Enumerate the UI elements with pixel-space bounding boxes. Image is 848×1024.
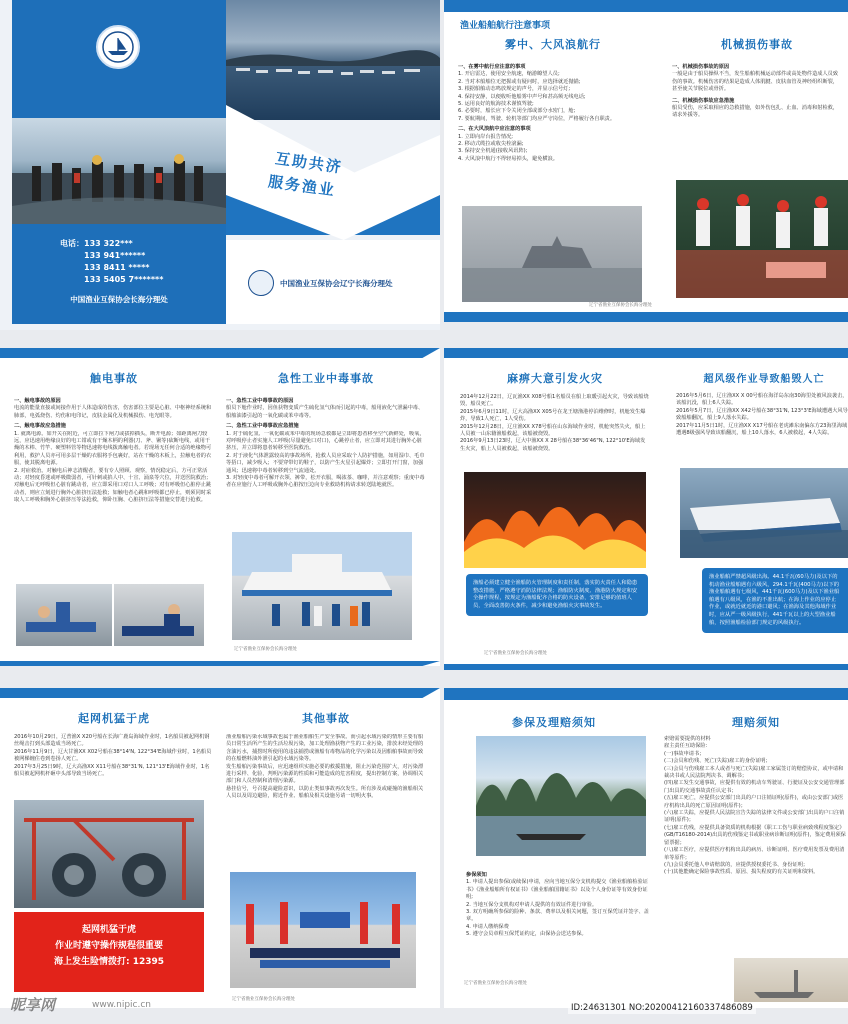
panel-navigation-machinery [444,0,848,322]
bottom-band [444,664,848,670]
poison-subhead-2: 二、急性工业中毒事故应急措施 [226,423,299,430]
machinery-subhead-2: 二、机械损伤事故应急措施 [672,97,735,104]
fire-cases-text: 2014年12月22日，辽瓦渔XX X08号船1名船员在船上取暖引起火灾，导致该船烧毁，船员死亡。 2015年6月9日11时，辽大高渔XX X05号在龙王塘渔港停泊维修时，机舱发生爆炸，导致1人死亡，1人受伤。 2015年12月28日，辽庄渔XX X78号船在山东海域作业时，机舱突然失火，船上人员被一山东籍渔船救起，该船被烧毁。 2016年9月13日23时，辽大中渔XX X 28号船在38°36'46"N, 122°10'E海域发生火灾，船上人员被救起，该船被烧毁。 [460,394,649,452]
panel-header: 渔业船舶航行注意事项 [460,21,551,31]
wave-item: 4. 大风浪中航行不得轻易掉头，避免横浪。 [458,155,558,162]
top-band [0,348,440,358]
claims-head: 索赔需要提供的材料 [664,736,711,742]
electric-section [14,370,214,611]
foggy-ship-photo [462,206,642,302]
fire-title: 麻痹大意引发火灾 [507,372,603,385]
bottom-band [444,312,848,322]
wave-item: 2. 移动式缆拉或收尖栓滚漏; [458,141,524,148]
watermark-logo-text: 昵享网 [10,996,56,1014]
drill-photo [232,532,412,640]
phone-number-3: 133 8411 ***** [84,263,150,272]
karst-landscape-photo [476,736,646,856]
winch-photo [14,800,204,908]
slogan-line-2: 服务渔业 [267,172,337,200]
wave-item: 1. 立即向岸台报告情况; [458,133,514,140]
fishermen-photo [12,118,226,224]
electric-subhead-1: 一、触电事故的原因 [14,398,61,404]
fog-item: 7. 要航期间，驾驶、轮机等部门均应严守岗位，严格履行各自职责。 [458,115,616,122]
electric-cause-text: 电流的能量直接或间接作用于人体造成的伤害，伤害部位主要是心脏、中枢神经系统和肺部，电弧烧伤、灼伤和电印记，皮肤金属化及机械损伤、电光眼等。 [14,405,212,419]
cpr-photo-2 [114,584,204,646]
phone-number-1: 133 322*** [84,239,133,248]
watermark-url: www.nipic.cn [92,1000,151,1010]
winch-banner [14,912,204,992]
fog-item: 2. 当对本船舶位无把握或有疑问时，应选择就近抛锚; [458,78,581,85]
cover-left-column [12,0,226,324]
rescue-training-photo [676,180,848,298]
panel-footer: 辽宁省渔业互保协会长海分理处 [484,651,547,656]
claims-section [664,714,848,877]
machinery-section [672,36,842,120]
poison-title: 急性工业中毒事故 [278,372,374,385]
insurance-section [466,872,652,939]
poison-measures-text: 1. 对于硫化氢、一氧化碳或苯中毒的现场急救都是立即将患者移至空气新鲜处，吸氧，对呼吸停止者实施人工呼吸(尽量避免口对口)，心跳停止者，应立即对其进行胸外心脏挤压，并立即将患者转移至医院救治。 2. 对于液化气体泄露较高的事故场所，抢救人员应采取个人防护措施，如用湿巾、毛巾等捂口，减少吸入；不要穿带钉的鞋子，以防产生火星引起爆炸；立即打开门窗，加强通风；迅速将中毒者转移到空气流通处。 3. 对轻度中毒者可解开衣领、裤带，松开衣服，喝浓茶、咖啡，并注意观察；重度中毒者在应施行人工呼吸或胸外心脏按压边向专业救助机构请求转送陆地就医。 [226,430,425,489]
insurance-items [466,879,652,938]
claims-item: 雇主责任互助保险： [664,743,711,750]
claims-items [664,743,848,876]
insurance-head: 参保须知 [466,872,487,878]
machinery-title: 机械损伤事故 [721,38,793,51]
panel-electric-poison [0,348,440,666]
panel-footer: 辽宁省渔业互保协会长海分理处 [589,303,652,308]
cover-panel [0,0,440,330]
panel-insurance-claims [444,688,848,1008]
panel-footer: 辽宁省渔业互保协会长海分理处 [234,647,297,652]
winch-banner-line-1: 起网机猛于虎 [81,925,136,935]
cover-bottom-area [226,240,440,324]
machinery-subhead-1: 一、机械损伤事故的原因 [672,64,730,70]
other-section [226,710,426,886]
insurance-item: 3. 双方明确所参保的险种、条款、费率以及相关问题，签订互保凭证并签字、盖章。 [466,909,649,923]
winch-banner-line-2: 作业时遵守操作规程很重要 [54,941,163,951]
ceremony-photo [230,872,416,988]
cover-org-full: 中国渔业互保协会辽宁长海分理处 [280,279,393,288]
winch-title: 起网机猛于虎 [78,712,150,725]
insurance-item: 5. 遵守会员章程互保凭证约定，由保协会送达参保。 [466,931,587,938]
poison-cause-text: 船员下舱作业时，因鱼获物变质产生硫化氢气体而引起的中毒，船用液化气泄漏中毒、船舶油漆引起的一氧化碳或苯中毒等。 [226,405,424,419]
electric-measures-text: 1. 就离电源。如开关在附近，可立即拉下闸刀或拔掉插头，断开电源；如距离闸刀较远，应迅速用绝缘良好的电工钳或有干燥木柄的利器(刀、斧、锹等)砍断电线，或用干燥的木棒、竹竿、硬塑料管等物迅速将电线拨离触电者。若现场无任何合适的绝缘物可利用，救护人员亦可用多层干燥的衣服将手包裹好，站在干燥的木板上，拉触电者的衣服，使其脱离电源。 2. 对症救治。对触电后神志清醒者，要有专人照顾、观察，情况稳定后，方可正常活动；对轻度昏迷或呼吸微弱者，可针刺或掐人中、十宣、涌泉等穴位，并送医院救治；对触电后无呼吸但心脏有跳动者，应立即采用口对口人工呼吸；对有呼吸但心脏停止跳动者，则应立刻进行胸外心脏挤压法抢救；如触电者心跳和呼吸都已停止，则须同时采取人工呼吸和胸外心脏挤压等法抢救，仰卧压胸、心脏挤压法等措施交替进行抢救。 [14,430,212,504]
poison-section [226,370,426,549]
storm-callout: 渔业船舶严禁超风级出海。44.1千瓦(60马力)及以下的机动渔业船舶遇有六级风，294.1千瓦(400马力)以下的渔业船舶遇有七级风，441千瓦(600马力)及以下渔业船舶遇有八级风，在渔的不准出航；在海上作业的应停止作业，或就近就近的港口避风；在渔海及其他海域作业时，应从严一级风级执行，441千瓦以上的大型渔业船舶，按照渔船检验部门规定的风级执行。 [702,568,848,633]
cpr-photo-1 [16,584,112,646]
fog-items-1 [458,71,648,123]
claims-item: (八)雇工医疗，应提供医疗机构出具的病历、诊断证明、医疗费用发票及费用清单等原件； [664,847,845,861]
panel-winch-other [0,688,440,1008]
storm-cases-text: 2016年5月6日，辽庄渔XX X 00号船在海洋岛东南30海里处被风浪袭击，该船沉没，船上6人失踪。 2016年5月7日，辽庄渔XX X42号船在38°31'N, 123°3'E海域遭遇大风导致船舶翻沉，船上9人落水失踪。 2017年11月5日1时，辽庄渔XX X17号船在老虎滩东南偏东方23海里海域遭遇8级强风导致该船翻沉，船上10人落水，6人被救起，4人失踪。 [676,393,848,437]
capsized-ship-photo [680,468,848,558]
slogan-line-1: 互助共济 [274,149,344,177]
claims-item: (七)雇工伤残，应提供具备资质的机构根据《职工工伤与职业病致残程度鉴定》(GB/T16180-2014)出具的伤残鉴定书或职业病诊断证明(原件)，鉴定费用须保留票据； [664,824,846,846]
fisherman-silhouette-photo [734,958,848,1002]
bottom-band [0,661,440,666]
fog-item: 4. 保持安静，以便收听他船雾中声号和甚高频无线电话; [458,93,586,100]
association-logo [96,25,140,69]
claims-item: (五)雇工死亡，应提供公安部门出具的户口注销证明(原件)，或由公安部门或医疗机构出具的死亡原因证明(原件)； [664,795,844,809]
phone-block [60,238,163,286]
winch-cases-text: 2016年10月29日，辽普渔X X20号船在长海广鹿岛海域作业时，1名船员被起网机钢丝绳击打到头部造成当场死亡。 2016年11月9日，辽大甘渔XX X02号船在38°14'N, 122°34'E海域作业时，1名船员被网梯缠住卷到卷扬人死亡。 2017年3月25日9时，辽大高渔XX X11号船在38°31'N, 121°13'E海域作业时，1名船员被起网机杆砸中头部导致当场死亡。 [14,734,212,778]
insurance-title: 参保及理赔须知 [512,716,596,729]
fog-items-2 [458,134,648,164]
claims-item: (二)会员和伤残、死亡(失踪)雇工的身份证明； [664,758,771,765]
machinery-cause-text: 一般是由于船员操纵不当，发生船舶机械运动部件或高处物件造成人员致伤的事故。机械伤害的结果是造成人体肌腱、皮肤血管及神经组织断裂，甚至使关节脱位或骨折。 [672,71,839,93]
watermark-id: ID:24631301 NO:20200412160337486089 [568,1002,756,1014]
insurance-item: 1. 申请人提出参保(或续保)申请，应向当地互保分支机构提交《渔业船舶检验证书》《渔业船舶所有权证书》《渔业船舶国籍证书》以及个人身份证等有效身份证明; [466,879,648,901]
panel-footer: 辽宁省渔业互保协会长海分理处 [232,997,295,1002]
harbor-photo [226,0,440,120]
cover-org-name: 中国渔业互保协会长海分理处 [70,295,168,304]
watermark-logo [10,994,55,1015]
fire-section [460,370,650,453]
storm-title: 超风级作业导致船毁人亡 [703,374,825,385]
poison-subhead-1: 一、急性工业中毒事故的原因 [226,398,294,404]
claims-title: 理赔须知 [732,716,780,729]
insurance-item: 2. 当地互保分支机构对申请人提供的有效证件进行审验。 [466,901,598,908]
electric-title: 触电事故 [90,372,138,385]
other-title: 其他事故 [302,712,350,725]
fog-item: 5. 运用良好的航海技术谨慎驾驶; [458,101,534,108]
wave-item: 3. 保持安全机通(接收风讯阵); [458,148,528,155]
association-logo-small [248,270,274,296]
claims-item: (一)事故申请书； [664,750,705,757]
claims-item: (四)雇工发生交通事故，应提供有效的机动车驾驶证、行驶证及公安交通管理部门出具的交通事故责任认定书； [664,780,845,794]
fire-photo [464,472,646,568]
claims-item: (三)会员与伤残雇工本人或者与死亡(失踪)雇工家属签订的赔偿协议，或申请和裁决书或人民法院判决书、调解书； [664,765,844,780]
fog-title: 雾中、大风浪航行 [505,38,601,51]
top-band [444,348,848,358]
fog-subhead-1: 一、在雾中航行应注意的事项 [458,64,526,70]
other-text: 渔业船舶污染水域事故也属于渔业船舶生产安全事故。而引起水域污染的情形主要有船员日常生活所产生的生活垃圾污染，加工处理渔获物产生的工业污染，排放未经处理的含油污水，捕捞时所使用的违法捕捞或渔船有毒物品的化学污染以及因船舶事故而导致的在船燃料油外泄引起的水域污染等。 发生船舶污染事故后，应迅速组织实施必要的救援措施，阻止污染范围扩大，对污染漂进行采样、化验，判明污染源的性质和可能造成的危害程度，提出控制方案，协调相关部门和人员控制和清理污染源。 悬挂信号，号召提高避险意识，以防止类似事故再次发生。所有涉及或碰撞的渔船相关人员以及周边避险，附近作业、船舶及相关设施另请一切明火事。 [226,734,424,800]
fog-item: 6. 必要时，船长应下令关闭全部或部分水密门，舱; [458,108,576,115]
fog-subhead-2: 二、在大风浪航中应注意的事项 [458,126,531,133]
phone-label: 电话： [60,239,84,248]
machinery-measures-text: 船员受伤，应采取相应的急救措施，如外伤包扎、止血、消毒和射检救，请求外援等。 [672,105,839,119]
phone-number-4: 133 5405 7******* [84,275,164,284]
top-band [444,0,848,12]
storm-section [676,370,848,437]
winch-banner-line-3: 海上发生险情拨打: 12395 [53,957,165,967]
claims-item: (九)会员委托他人申请赔款的，应提供授权委托书、身份证明； [664,861,809,868]
fire-callout: 渔船必须建立健全渔船防火管理制度和责任制，落实防火责任人和隐患整改措施，严格遵守消防法律法规；渔船防火制度、渔港防火规定和安全操作规程，按规定为渔船配齐合格的防火设备，安排足够的值班人员，全面改善防火条件，减少和避免渔船火灾事故发生。 [466,574,648,616]
claims-item: (十)其他能确定保险事故性质、原因、损失程度的有关证明和资料。 [664,869,819,876]
claims-item: (六)雇工失踪，应提供人民法院宣告失踪的法律文件或公安部门出具的户口注销证明(原件)； [664,810,845,824]
panel-footer: 辽宁省渔业互保协会长海分理处 [464,981,527,986]
phone-number-2: 133 941****** [84,251,146,260]
fog-section [458,36,648,163]
winch-section [14,710,214,778]
fog-item: 3. 根据船舶动态鸣放规定的声号，并显示信号灯; [458,86,571,93]
top-band [0,688,440,698]
insurance-item: 4. 申请人缴纳保费 [466,923,509,930]
electric-subhead-2: 二、触电事故应急措施 [14,423,66,430]
fog-item: 1. 开启雷达，使用安全航速，缩游瞭望人员; [458,71,560,78]
panel-fire-storm [444,348,848,670]
top-band [444,688,848,700]
